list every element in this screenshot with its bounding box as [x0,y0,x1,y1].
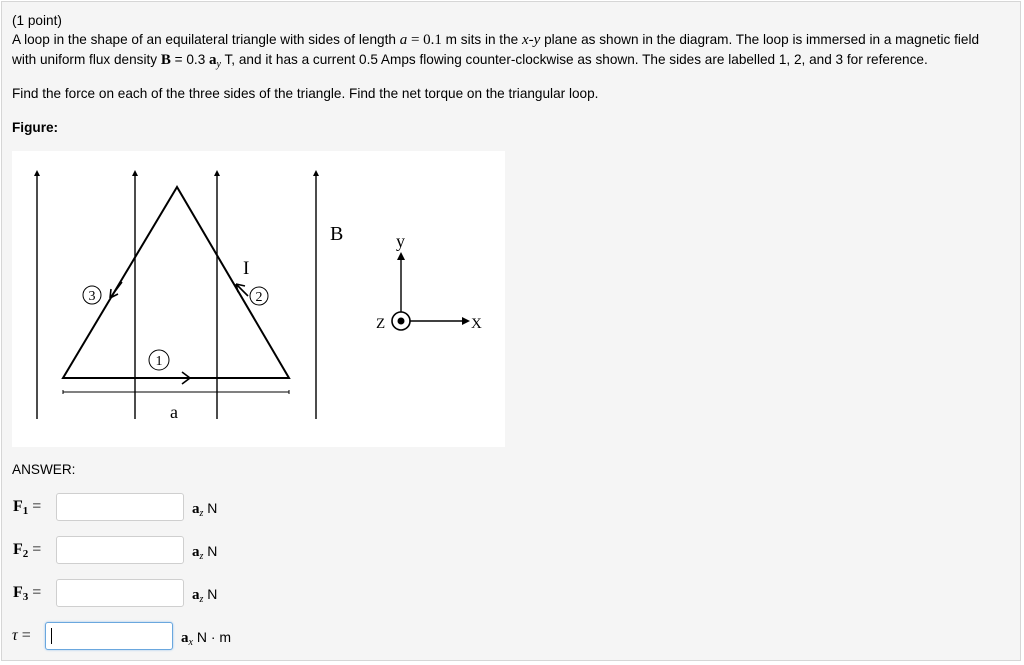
side2-label: 2 [255,290,263,305]
side3-label: 3 [88,289,96,304]
torque-unit: $a_x$ N · m [181,629,232,648]
z-axis-label: Z [376,316,386,332]
y-axis-label: y [396,231,405,251]
f1-unit: $a_z$ N [192,500,218,519]
math-B: B [160,52,171,68]
problem-panel [1,1,1021,661]
field-label: B [330,223,344,245]
figure-label: Figure: [12,120,59,135]
torque-label: τ = [12,627,31,644]
math-a: a [399,32,408,48]
text-cursor [51,628,52,644]
problem-line-1: A loop in the shape of an equilateral triangle with sides of length a = 0.1 m sits in the x-y plane as shown in the diagram. The loop is immersed in a magnetic field [12,32,980,48]
f3-unit: $a_z$ N [192,586,218,605]
question-text: Find the force on each of the three sides of the triangle. Find the net torque on the triangular loop. [12,86,599,101]
f2-unit: $a_z$ N [192,543,218,562]
triangle-diagram [12,151,505,447]
f2-label: F2 = [13,541,42,560]
f3-input[interactable] [56,579,184,607]
f1-label: F1 = [13,498,42,517]
current-label: I [243,258,250,279]
torque-input[interactable] [45,622,173,650]
f2-input[interactable] [56,536,184,564]
arrowhead [34,170,40,176]
x-axis-label: X [471,316,482,332]
arrowhead [132,170,138,176]
math-xy: x-y [521,32,541,48]
field-lines [37,173,316,419]
answer-row-f2 [2,536,402,566]
arrowhead [313,170,319,176]
f1-input[interactable] [56,493,184,521]
answer-row-f1 [2,493,402,523]
points-label: (1 point) [12,13,62,28]
arrowhead [214,170,220,176]
field-arrowheads [34,170,319,176]
problem-line-2: with uniform flux density B = 0.3 $a_y$ T, and it has a current 0.5 Amps flowing counter-clockwise as shown. The sides are labelled 1, 2, and 3 for reference. [12,52,928,70]
side1-label: 1 [155,354,163,369]
f3-label: F3 = [13,584,42,603]
answer-label: ANSWER: [12,462,76,477]
side-length-label: a [170,402,178,422]
figure [12,151,505,447]
answer-row-torque [2,622,402,652]
answer-row-f3 [2,579,402,609]
triangle-loop [63,187,289,378]
current-arrow-side1 [174,372,190,384]
